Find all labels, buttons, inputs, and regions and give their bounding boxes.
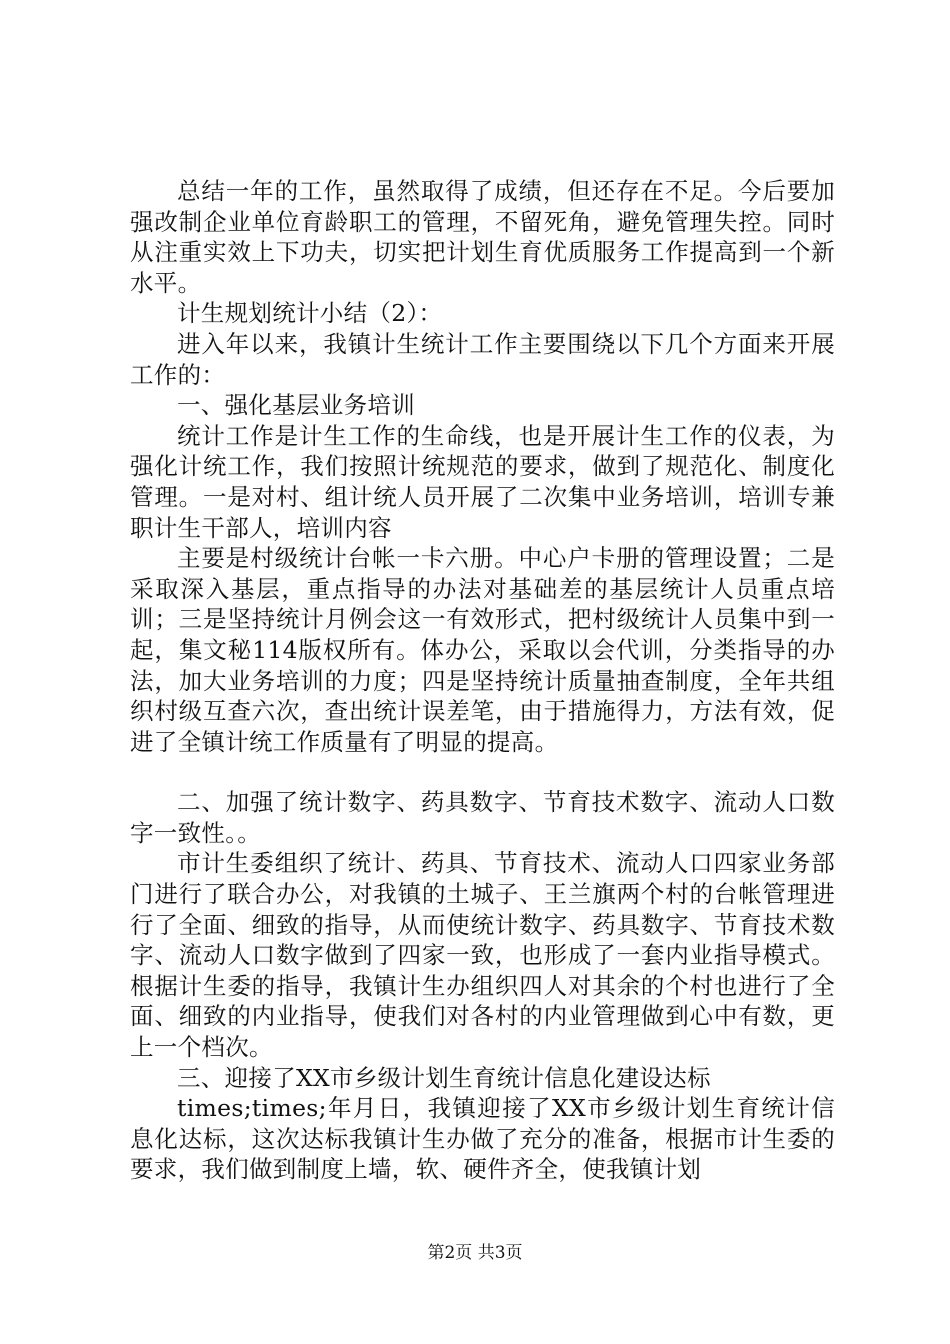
heading-informatization: 三、迎接了XX市乡级计划生育统计信息化建设达标 (177, 1063, 711, 1092)
paragraph-consistency: 市计生委组织了统计、药具、节育技术、流动人口四家业务部门进行了联合办公，对我镇的土城子、王兰旗两个村的台帐管理进行了全面、细致的指导，从而使统计数字、药具数字、节育技术数字、流动人口数字做到了四家一致，也形成了一套内业指导模式。根据计生委的指导，我镇计生办组织四人对其余的个村也进行了全面、细致的内业指导，使我们对各村的内业管理做到心中有数，更上一个档次。 (130, 849, 835, 1062)
page-footer: 第2页 共3页 (427, 1243, 523, 1263)
paragraph-informatization: times;times;年月日，我镇迎接了XX市乡级计划生育统计信息化达标，这次达标我镇计生办做了充分的准备，根据市计生委的要求，我们做到制度上墙，软、硬件齐全，使我镇计划 (130, 1094, 835, 1184)
paragraph-summary: 总结一年的工作，虽然取得了成绩，但还存在不足。今后要加强改制企业单位育龄职工的管理，不留死角，避免管理失控。同时从注重实效上下功夫，切实把计划生育优质服务工作提高到一个新水平。 (130, 177, 835, 297)
heading-training: 一、强化基层业务培训 (177, 391, 415, 420)
document-body (130, 176, 835, 1185)
section-title-stats-summary: 计生规划统计小结（2）： (177, 299, 443, 328)
paragraph-training-1: 统计工作是计生工作的生命线，也是开展计生工作的仪表，为强化计统工作，我们按照计统规范的要求，做到了规范化、制度化管理。一是对村、组计统人员开展了二次集中业务培训，培训专兼职计生干部人，培训内容 (130, 421, 835, 542)
heading-consistency: 二、加强了统计数字、药具数字、节育技术数字、流动人口数字一致性。。 (130, 788, 835, 847)
paragraph-intro: 进入年以来，我镇计生统计工作主要围绕以下几个方面来开展工作的： (130, 329, 835, 389)
paragraph-training-2: 主要是村级统计台帐一卡六册。中心户卡册的管理设置；二是采取深入基层，重点指导的办法对基础差的基层统计人员重点培训；三是坚持统计月例会这一有效形式，把村级统计人员集中到一起，集文秘114版权所有。体办公，采取以会代训，分类指导的办法，加大业务培训的力度；四是坚持统计质量抽查制度，全年共组织村级互查六次，查出统计误差笔，由于措施得力，方法有效，促进了全镇计统工作质量有了明显的提高。 (130, 544, 835, 756)
